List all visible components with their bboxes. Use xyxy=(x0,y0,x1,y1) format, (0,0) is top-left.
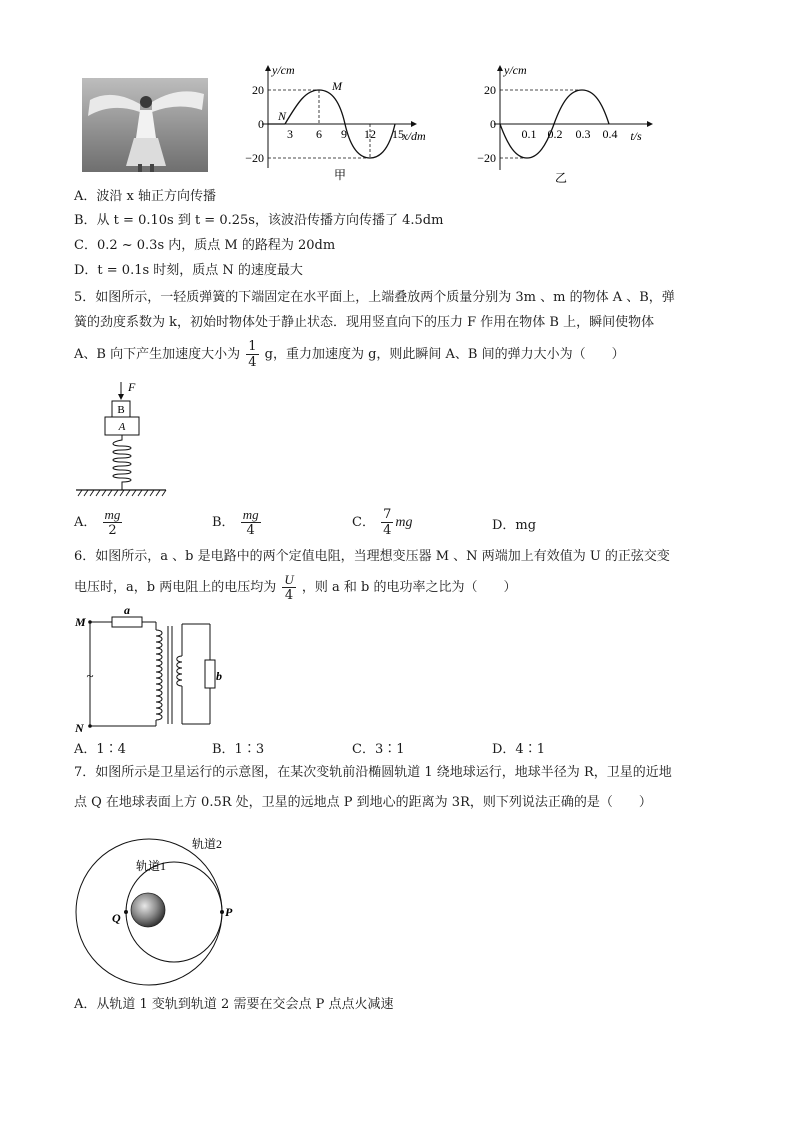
y-tick-20: 20 xyxy=(252,83,264,97)
q6-option-c: C．3∶1 xyxy=(352,742,405,757)
graph-yi-caption: 乙 xyxy=(554,171,568,185)
option-c-tail: mg xyxy=(395,515,413,530)
orbit-1-label: 轨道1 xyxy=(136,859,167,873)
q6-line2-start: 电压时，a，b 两电阻上的电压均为 xyxy=(74,580,277,595)
x-tick-6: 6 xyxy=(316,127,322,141)
resistor-b-label: b xyxy=(216,669,222,683)
q5-option-d: D．mg xyxy=(492,518,537,533)
q5-line3-end: g，重力加速度为 g，则此瞬间 A、B 间的弹力大小为（ ） xyxy=(264,347,625,362)
dancer-illustration xyxy=(82,78,208,172)
q5-option-a xyxy=(74,506,124,540)
x-tick-0.1: 0.1 xyxy=(521,127,537,141)
q4-option-c: C．0.2 ~ 0.3s 内，质点 M 的路程为 20dm xyxy=(74,238,336,253)
satellite-orbit-figure xyxy=(74,830,254,992)
resistor-b xyxy=(205,660,215,688)
orbit-2-label: 轨道2 xyxy=(192,837,223,851)
x-axis-label: x/dm xyxy=(402,129,426,143)
x-tick-9: 9 xyxy=(341,127,347,141)
fraction-denominator: 4 xyxy=(383,523,392,538)
option-letter: A． xyxy=(74,515,97,530)
option-a-fraction xyxy=(103,507,123,538)
q7-stem-line2: 点 Q 在地球表面上方 0.5R 处，卫星的远地点 P 到地心的距离为 3R，则下列说法正确的是（ ） xyxy=(74,795,652,810)
fraction-numerator: U xyxy=(284,572,294,587)
vibration-graph-yi xyxy=(466,58,666,186)
fraction-numerator: 1 xyxy=(248,339,257,354)
ac-source-symbol: ~ xyxy=(86,668,94,683)
q5-option-b xyxy=(212,506,263,540)
resistor-a xyxy=(112,617,142,627)
option-letter: C． xyxy=(352,515,375,530)
x-tick-0.4: 0.4 xyxy=(602,127,618,141)
y-tick-minus20: −20 xyxy=(477,151,496,165)
y-tick-0: 0 xyxy=(490,117,496,131)
x-tick-0.2: 0.2 xyxy=(547,127,563,141)
y-axis-label: y/cm xyxy=(504,63,527,77)
graph-jia-caption: 甲 xyxy=(333,168,347,182)
q6-stem-line2 xyxy=(74,570,517,606)
fraction-denominator: 2 xyxy=(108,523,117,538)
point-p-label: P xyxy=(225,905,233,919)
point-q-marker xyxy=(124,910,128,914)
q4-option-b: B．从 t = 0.10s 到 t = 0.25s，该波沿传播方向传播了 4.5dm xyxy=(74,213,444,228)
q5-stem-line1: 5．如图所示，一轻质弹簧的下端固定在水平面上，上端叠放两个质量分别为 3m 、m 的物体 A 、B，弹 xyxy=(74,290,675,305)
x-tick-15: 15 xyxy=(392,127,404,141)
q6-line2-end: ，则 a 和 b 的电功率之比为（ ） xyxy=(301,580,517,595)
q5-option-c xyxy=(352,506,413,540)
q7-stem-line1: 7．如图所示是卫星运行的示意图，在某次变轨前沿椭圆轨道 1 绕地球运行，地球半径为 R，卫星的近地 xyxy=(74,765,672,780)
ground-hatching xyxy=(78,490,166,496)
block-b-label: B xyxy=(117,404,125,416)
terminal-m-label: M xyxy=(75,615,86,629)
q7-option-a: A．从轨道 1 变轨到轨道 2 需要在交会点 P 点点火减速 xyxy=(74,997,394,1012)
q5-fraction-one-quarter xyxy=(246,339,258,370)
y-tick-0: 0 xyxy=(258,117,264,131)
fraction-denominator: 4 xyxy=(248,355,257,370)
q5-stem-line3 xyxy=(74,338,625,372)
option-c-fraction xyxy=(381,507,393,538)
q6-option-d: D．4∶1 xyxy=(492,742,545,757)
q4-option-a: A．波沿 x 轴正方向传播 xyxy=(74,189,216,204)
option-letter: B． xyxy=(212,515,235,530)
fraction-denominator: 4 xyxy=(246,523,255,538)
secondary-coil xyxy=(177,656,182,686)
q6-fraction-u-quarter xyxy=(282,572,295,603)
fraction-numerator: mg xyxy=(104,507,121,522)
x-tick-0.3: 0.3 xyxy=(575,127,591,141)
point-n-label: N xyxy=(278,109,287,123)
dancer-photo xyxy=(82,78,208,172)
block-a-label: A xyxy=(118,421,126,433)
option-b-fraction xyxy=(241,507,261,538)
point-p-marker xyxy=(220,910,224,914)
terminal-n-label: N xyxy=(75,721,84,735)
q5-stem-line2: 簧的劲度系数为 k，初始时物体处于静止状态．现用竖直向下的压力 F 作用在物体 B 上，瞬间使物体 xyxy=(74,315,655,330)
fraction-numerator: 7 xyxy=(383,507,392,522)
q6-option-b: B．1∶3 xyxy=(212,742,265,757)
q6-option-a: A．1∶4 xyxy=(74,742,126,757)
resistor-a-label: a xyxy=(124,603,130,617)
q6-stem-line1: 6．如图所示，a 、b 是电路中的两个定值电阻，当理想变压器 M 、N 两端加上有效值为 U 的正弦交变 xyxy=(74,549,670,564)
transformer-circuit-figure xyxy=(72,603,222,735)
spring xyxy=(113,435,131,490)
fraction-numerator: mg xyxy=(242,507,259,522)
q5-line3-start: A、B 向下产生加速度大小为 xyxy=(74,347,241,362)
q4-option-d: D．t = 0.1s 时刻，质点 N 的速度最大 xyxy=(74,263,303,278)
spring-blocks-figure xyxy=(70,380,180,502)
fraction-denominator: 4 xyxy=(284,588,294,603)
point-m-label: M xyxy=(332,79,342,93)
x-tick-12: 12 xyxy=(364,127,376,141)
y-axis-label: y/cm xyxy=(272,63,295,77)
x-tick-3: 3 xyxy=(287,127,293,141)
wave-graph-jia xyxy=(228,58,428,182)
y-tick-20: 20 xyxy=(484,83,496,97)
primary-coil xyxy=(156,630,162,720)
earth xyxy=(131,893,165,927)
x-axis-label: t/s xyxy=(630,129,642,143)
y-tick-minus20: −20 xyxy=(245,151,264,165)
point-q-label: Q xyxy=(112,911,121,925)
force-label: F xyxy=(128,380,136,394)
